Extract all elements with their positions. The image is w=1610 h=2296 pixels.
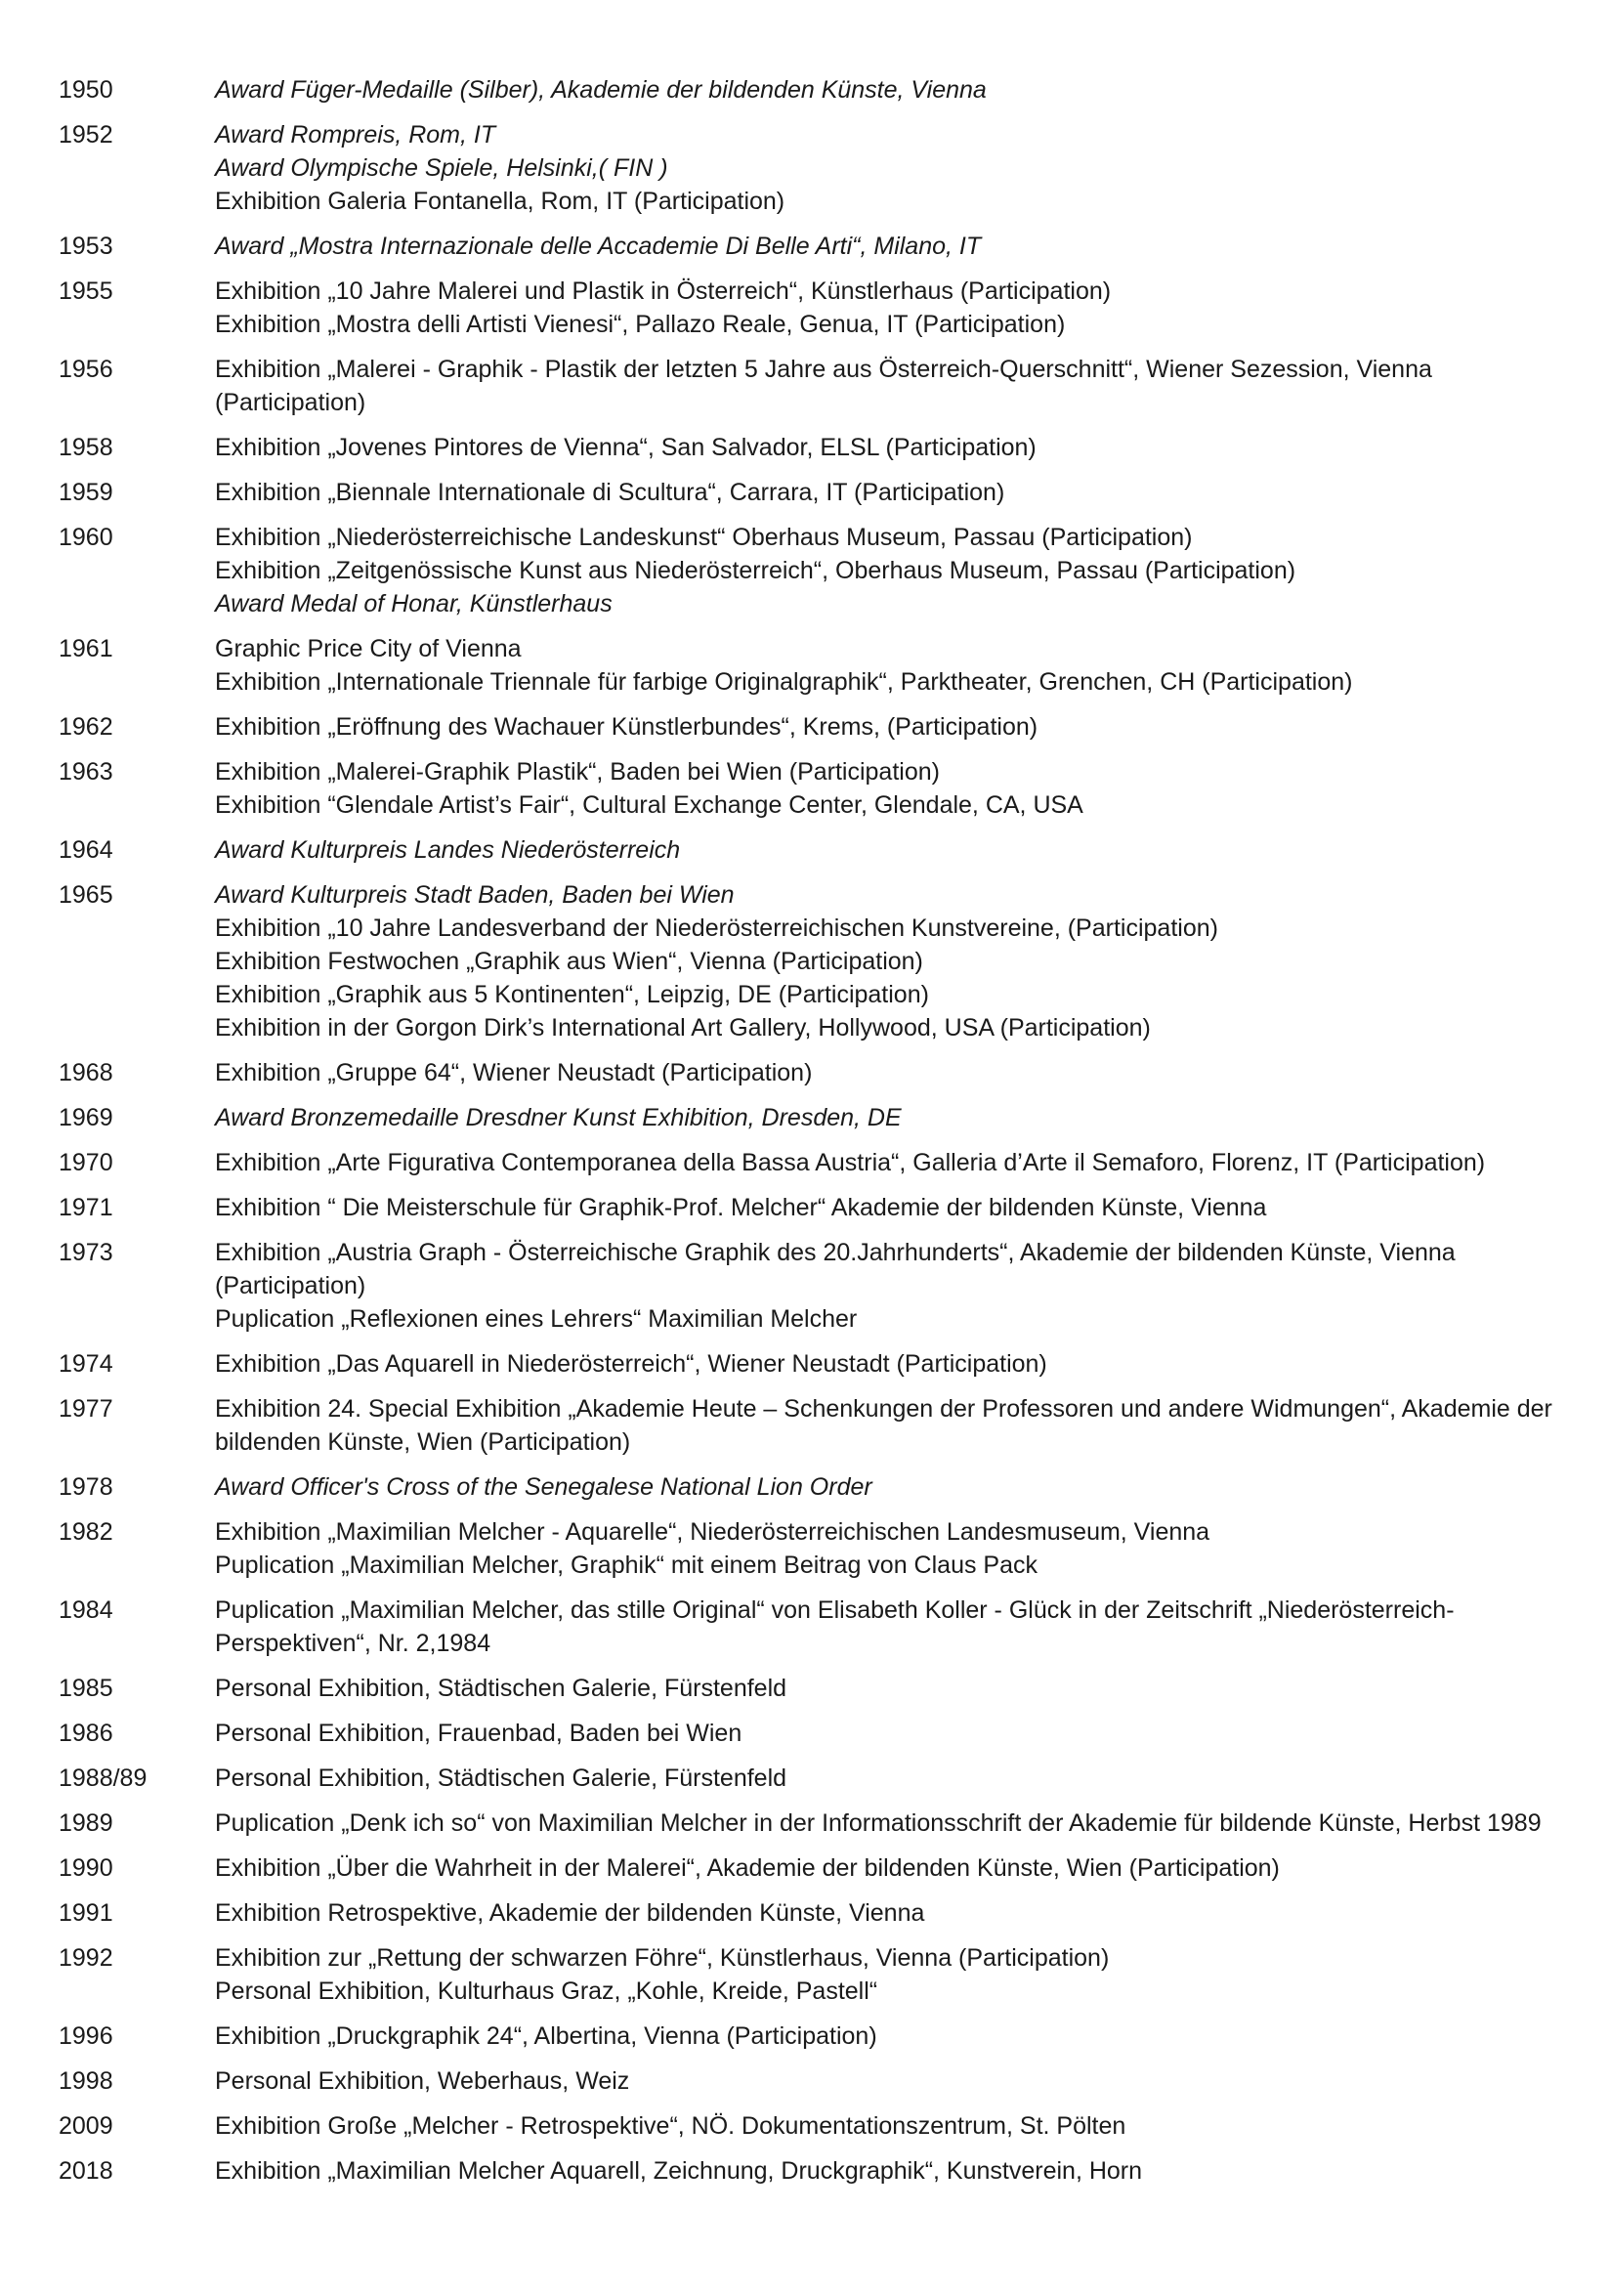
entry-line: Exhibition „Maximilian Melcher - Aquarelle“, Niederösterreichischen Landesmuseum, Vienna: [215, 1518, 1210, 1546]
entry-items: [215, 1896, 1563, 1930]
timeline-entry: [59, 1056, 1563, 1089]
entry-items: [215, 1470, 1563, 1504]
entry-line: Exhibition in der Gorgon Dirk’s International Art Gallery, Hollywood, USA (Participation): [215, 1014, 1151, 1042]
entry-year: 1991: [59, 1899, 113, 1927]
timeline-entry: [59, 1672, 1563, 1705]
timeline-entry: [59, 833, 1563, 867]
timeline-entry: [59, 521, 1563, 620]
timeline-entry: [59, 118, 1563, 218]
entry-items: [215, 118, 1563, 218]
entry-year: 1978: [59, 1473, 113, 1501]
entry-line: Exhibition „Biennale Internationale di Scultura“, Carrara, IT (Participation): [215, 479, 1005, 506]
entry-year: 1956: [59, 356, 113, 383]
timeline-entry: [59, 632, 1563, 699]
entry-line: Exhibition „Austria Graph - Österreichische Graphik des 20.Jahrhunderts“, Akademie der bildenden Künste, Vienna (Participation): [215, 1239, 1456, 1299]
entry-year: 1969: [59, 1104, 113, 1131]
timeline-entry: [59, 1851, 1563, 1885]
entry-items: [215, 2020, 1563, 2053]
timeline-entry: [59, 1191, 1563, 1224]
entry-items: [215, 1101, 1563, 1134]
timeline-entry: [59, 1101, 1563, 1134]
timeline-entry: [59, 755, 1563, 822]
entry-line: Exhibition „Das Aquarell in Niederösterreich“, Wiener Neustadt (Participation): [215, 1350, 1047, 1378]
entry-line: Exhibition „Niederösterreichische Landeskunst“ Oberhaus Museum, Passau (Participation): [215, 524, 1193, 551]
timeline-entry: [59, 1896, 1563, 1930]
entry-line: Exhibition “ Die Meisterschule für Graphik-Prof. Melcher“ Akademie der bildenden Künste, Vienna: [215, 1194, 1267, 1221]
entry-items: [215, 878, 1563, 1044]
timeline-entry: [59, 1762, 1563, 1795]
entry-line: Puplication „Denk ich so“ von Maximilian Melcher in der Informationsschrift der Akademie für bildende Künste, Herbst 1989: [215, 1809, 1542, 1837]
entry-line: Puplication „Maximilian Melcher, Graphik“ mit einem Beitrag von Claus Pack: [215, 1552, 1038, 1579]
timeline-entry: [59, 1807, 1563, 1840]
award-line: Award „Mostra Internazionale delle Accademie Di Belle Arti“, Milano, IT: [215, 233, 982, 260]
entry-line: Personal Exhibition, Weberhaus, Weiz: [215, 2067, 630, 2095]
timeline-entry: [59, 73, 1563, 106]
entry-items: [215, 230, 1563, 263]
timeline-entry: [59, 1594, 1563, 1660]
entry-items: [215, 632, 1563, 699]
timeline-entry: [59, 1392, 1563, 1459]
entry-year: 1977: [59, 1395, 113, 1423]
entry-items: [215, 353, 1563, 419]
entry-line: Graphic Price City of Vienna: [215, 635, 522, 662]
entry-year: 2009: [59, 2112, 113, 2140]
entry-items: [215, 755, 1563, 822]
entry-line: Exhibition „Malerei-Graphik Plastik“, Baden bei Wien (Participation): [215, 758, 940, 786]
award-line: Award Officer's Cross of the Senegalese National Lion Order: [215, 1473, 872, 1501]
timeline-entry: [59, 2154, 1563, 2188]
timeline-entry: [59, 1146, 1563, 1179]
entry-items: [215, 1594, 1563, 1660]
entry-line: Exhibition „Arte Figurativa Contemporanea della Bassa Austria“, Galleria d’Arte il Semaforo, Florenz, IT (Participation): [215, 1149, 1486, 1176]
timeline-entry: [59, 1470, 1563, 1504]
entry-year: 1984: [59, 1596, 113, 1624]
entry-items: [215, 275, 1563, 341]
entry-line: Personal Exhibition, Kulturhaus Graz, „Kohle, Kreide, Pastell“: [215, 1977, 878, 2005]
entry-line: Exhibition „Graphik aus 5 Kontinenten“, Leipzig, DE (Participation): [215, 981, 929, 1008]
entry-line: Exhibition „Jovenes Pintores de Vienna“, San Salvador, ELSL (Participation): [215, 434, 1037, 461]
entry-year: 1996: [59, 2022, 113, 2050]
entry-items: [215, 1717, 1563, 1750]
entry-line: Exhibition „Internationale Triennale für farbige Originalgraphik“, Parktheater, Grenchen, CH (Participation): [215, 668, 1353, 696]
entry-items: [215, 431, 1563, 464]
entry-year: 1990: [59, 1854, 113, 1882]
timeline-entry: [59, 431, 1563, 464]
entry-line: Exhibition „10 Jahre Malerei und Plastik in Österreich“, Künstlerhaus (Participation): [215, 277, 1112, 305]
entry-line: Personal Exhibition, Städtischen Galerie, Fürstenfeld: [215, 1675, 787, 1702]
entry-year: 1965: [59, 881, 113, 909]
entry-items: [215, 1056, 1563, 1089]
entry-year: 1960: [59, 524, 113, 551]
timeline-entry: [59, 1347, 1563, 1381]
entry-year: 1953: [59, 233, 113, 260]
entry-items: [215, 1146, 1563, 1179]
entry-line: Exhibition “Glendale Artist’s Fair“, Cultural Exchange Center, Glendale, CA, USA: [215, 791, 1083, 819]
entry-year: 1992: [59, 1944, 113, 1972]
entry-year: 2018: [59, 2157, 113, 2185]
cv-timeline: [59, 73, 1563, 2199]
entry-line: Exhibition Große „Melcher - Retrospektive“, NÖ. Dokumentationszentrum, St. Pölten: [215, 2112, 1126, 2140]
entry-items: [215, 1347, 1563, 1381]
entry-items: [215, 1762, 1563, 1795]
entry-year: 1952: [59, 121, 113, 149]
entry-year: 1955: [59, 277, 113, 305]
entry-items: [215, 2109, 1563, 2143]
entry-items: [215, 1807, 1563, 1840]
entry-line: Exhibition Festwochen „Graphik aus Wien“, Vienna (Participation): [215, 948, 923, 975]
entry-year: 1959: [59, 479, 113, 506]
timeline-entry: [59, 1717, 1563, 1750]
entry-items: [215, 73, 1563, 106]
entry-line: Exhibition „Mostra delli Artisti Vienesi“, Pallazo Reale, Genua, IT (Participation): [215, 311, 1066, 338]
entry-items: [215, 1392, 1563, 1459]
award-line: Award Medal of Honar, Künstlerhaus: [215, 590, 613, 617]
entry-items: [215, 1941, 1563, 2008]
entry-year: 1971: [59, 1194, 113, 1221]
entry-year: 1958: [59, 434, 113, 461]
entry-year: 1998: [59, 2067, 113, 2095]
entry-items: [215, 1672, 1563, 1705]
entry-items: [215, 833, 1563, 867]
entry-year: 1970: [59, 1149, 113, 1176]
entry-year: 1968: [59, 1059, 113, 1086]
award-line: Award Rompreis, Rom, IT: [215, 121, 496, 149]
timeline-entry: [59, 1941, 1563, 2008]
timeline-entry: [59, 2109, 1563, 2143]
entry-items: [215, 1236, 1563, 1336]
award-line: Award Kulturpreis Stadt Baden, Baden bei Wien: [215, 881, 735, 909]
entry-year: 1961: [59, 635, 113, 662]
award-line: Award Füger-Medaille (Silber), Akademie der bildenden Künste, Vienna: [215, 76, 987, 104]
entry-line: Personal Exhibition, Frauenbad, Baden bei Wien: [215, 1720, 742, 1747]
entry-items: [215, 1851, 1563, 1885]
award-line: Award Olympische Spiele, Helsinki,( FIN ): [215, 154, 668, 182]
timeline-entry: [59, 353, 1563, 419]
timeline-entry: [59, 275, 1563, 341]
entry-year: 1986: [59, 1720, 113, 1747]
timeline-entry: [59, 878, 1563, 1044]
entry-line: Exhibition „Zeitgenössische Kunst aus Niederösterreich“, Oberhaus Museum, Passau (Participation): [215, 557, 1296, 584]
entry-line: Exhibition „Maximilian Melcher Aquarell, Zeichnung, Druckgraphik“, Kunstverein, Horn: [215, 2157, 1143, 2185]
entry-year: 1982: [59, 1518, 113, 1546]
entry-line: Exhibition „Eröffnung des Wachauer Künstlerbundes“, Krems, (Participation): [215, 713, 1038, 741]
entry-year: 1962: [59, 713, 113, 741]
entry-line: Puplication „Maximilian Melcher, das stille Original“ von Elisabeth Koller - Glück in der Zeitschrift „Niederösterreich-Perspektiven“, Nr. 2,1984: [215, 1596, 1455, 1657]
entry-items: [215, 1515, 1563, 1582]
timeline-entry: [59, 230, 1563, 263]
timeline-entry: [59, 2064, 1563, 2098]
timeline-entry: [59, 476, 1563, 509]
entry-items: [215, 2154, 1563, 2188]
entry-items: [215, 710, 1563, 744]
timeline-entry: [59, 1515, 1563, 1582]
award-line: Award Kulturpreis Landes Niederösterreich: [215, 836, 681, 864]
entry-items: [215, 2064, 1563, 2098]
entry-line: Exhibition „Über die Wahrheit in der Malerei“, Akademie der bildenden Künste, Wien (Participation): [215, 1854, 1280, 1882]
entry-items: [215, 476, 1563, 509]
entry-line: Puplication „Reflexionen eines Lehrers“ Maximilian Melcher: [215, 1305, 858, 1333]
entry-year: 1950: [59, 76, 113, 104]
entry-line: Exhibition „Malerei - Graphik - Plastik der letzten 5 Jahre aus Österreich-Querschnitt“, Wiener Sezession, Vienna (Participation): [215, 356, 1432, 416]
entry-year: 1989: [59, 1809, 113, 1837]
entry-line: Exhibition 24. Special Exhibition „Akademie Heute – Schenkungen der Professoren und andere Widmungen“, Akademie der bildenden Künste, Wien (Participation): [215, 1395, 1552, 1456]
timeline-entry: [59, 710, 1563, 744]
entry-year: 1973: [59, 1239, 113, 1266]
entry-line: Exhibition „Gruppe 64“, Wiener Neustadt (Participation): [215, 1059, 813, 1086]
entry-line: Personal Exhibition, Städtischen Galerie, Fürstenfeld: [215, 1765, 787, 1792]
entry-items: [215, 1191, 1563, 1224]
timeline-entry: [59, 2020, 1563, 2053]
entry-year: 1974: [59, 1350, 113, 1378]
entry-line: Exhibition zur „Rettung der schwarzen Föhre“, Künstlerhaus, Vienna (Participation): [215, 1944, 1110, 1972]
award-line: Award Bronzemedaille Dresdner Kunst Exhibition, Dresden, DE: [215, 1104, 902, 1131]
entry-year: 1963: [59, 758, 113, 786]
entry-year: 1964: [59, 836, 113, 864]
entry-line: Exhibition Galeria Fontanella, Rom, IT (Participation): [215, 188, 785, 215]
entry-year: 1988/89: [59, 1765, 148, 1792]
entry-line: Exhibition „10 Jahre Landesverband der Niederösterreichischen Kunstvereine, (Participation): [215, 914, 1218, 942]
entry-line: Exhibition Retrospektive, Akademie der bildenden Künste, Vienna: [215, 1899, 925, 1927]
entry-line: Exhibition „Druckgraphik 24“, Albertina, Vienna (Participation): [215, 2022, 877, 2050]
entry-items: [215, 521, 1563, 620]
entry-year: 1985: [59, 1675, 113, 1702]
timeline-entry: [59, 1236, 1563, 1336]
